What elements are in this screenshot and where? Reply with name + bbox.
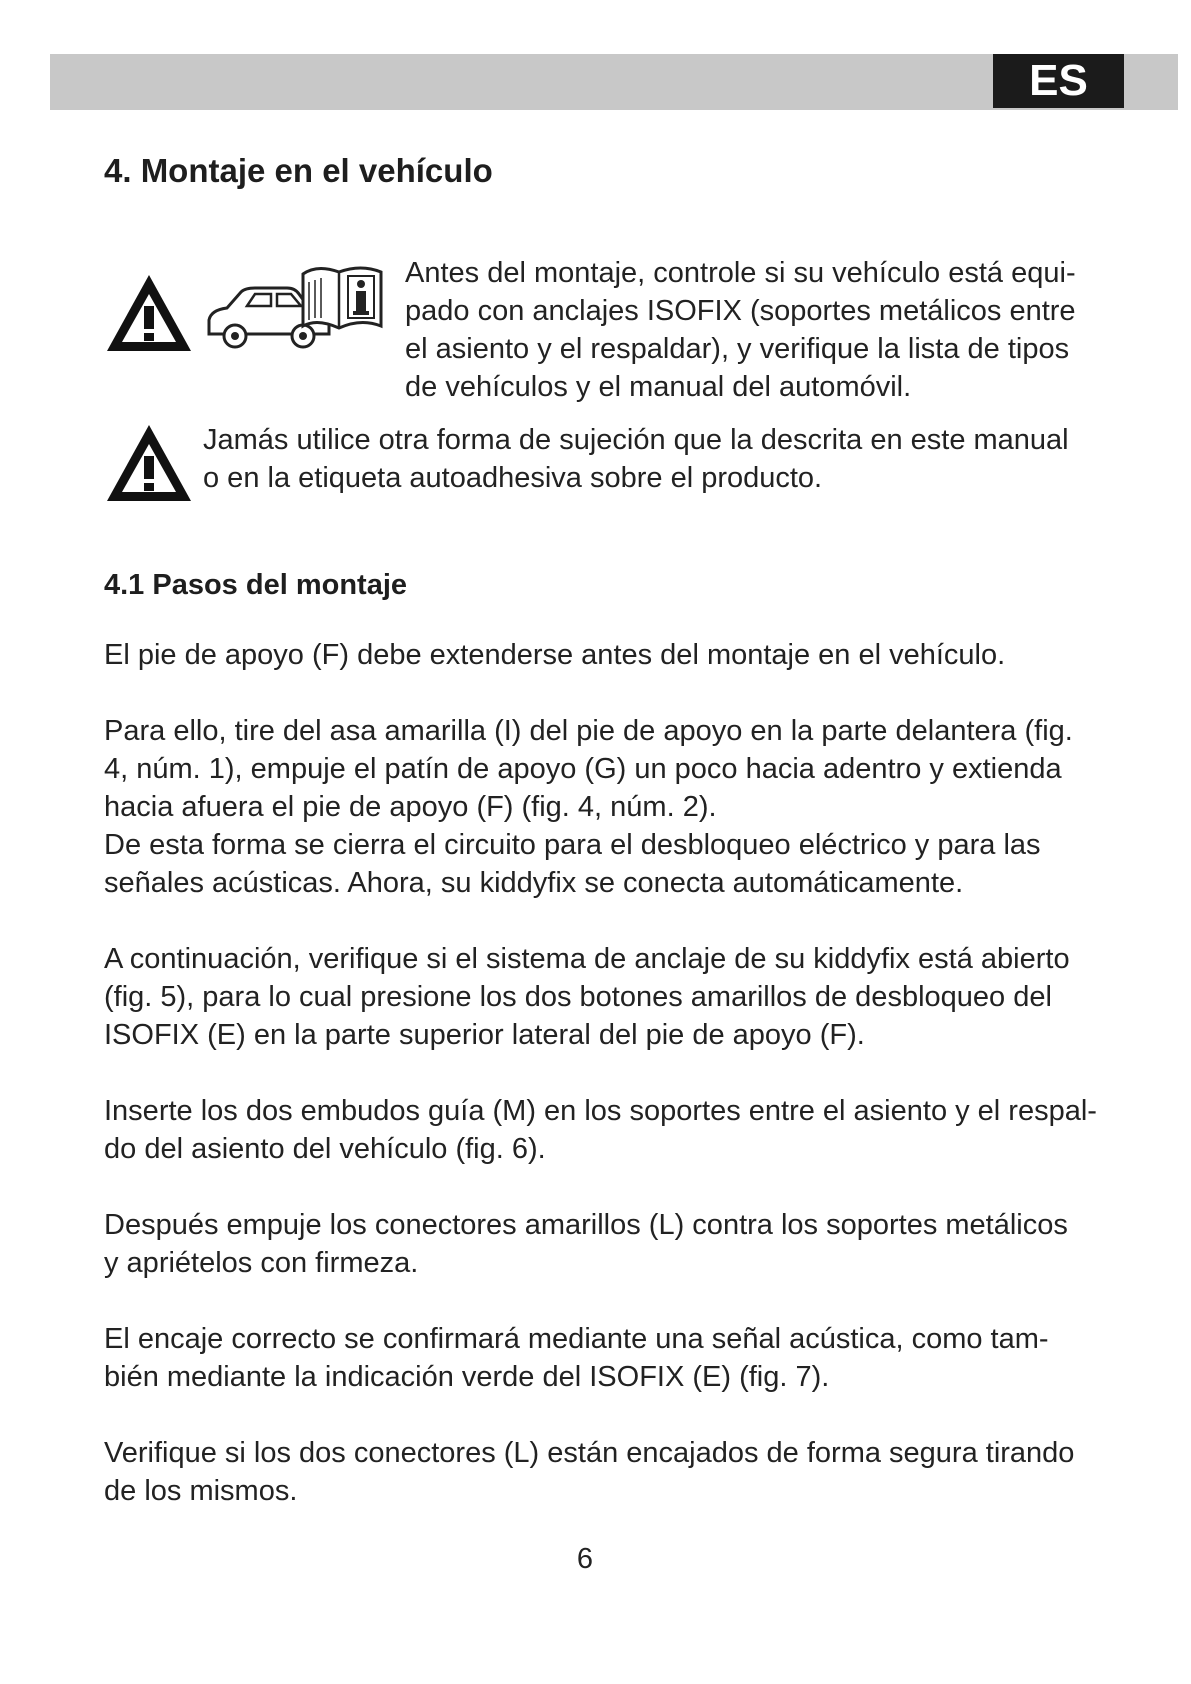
text-line: Inserte los dos embudos guía (M) en los soportes entre el asiento y el respal-: [104, 1095, 1097, 1127]
language-badge: ES: [993, 54, 1124, 108]
paragraph: [104, 1434, 1125, 1510]
warning-text-fastening: [203, 421, 1125, 497]
paragraph: [104, 1092, 1125, 1168]
page-number: 6: [576, 1543, 594, 1575]
text-line: ISOFIX (E) en la parte superior lateral del pie de apoyo (F).: [104, 1019, 865, 1051]
text-line: de los mismos.: [104, 1475, 298, 1507]
text-line: pado con anclajes ISOFIX (soportes metálicos entre: [405, 295, 1076, 327]
paragraph: [104, 712, 1125, 902]
paragraph: [104, 1320, 1125, 1396]
text-line: (fig. 5), para lo cual presione los dos botones amarillos de desbloqueo del: [104, 981, 1052, 1013]
warning-triangle-icon: [104, 422, 194, 504]
text-line: Para ello, tire del asa amarilla (I) del pie de apoyo en la parte delantera (fig.: [104, 715, 1073, 747]
text-line: 4, núm. 1), empuje el patín de apoyo (G) un poco hacia adentro y extienda: [104, 753, 1062, 785]
car-manual-icon: [205, 262, 387, 362]
paragraph: [104, 636, 1125, 674]
text-line: Verifique si los dos conectores (L) están encajados de forma segura tirando: [104, 1437, 1075, 1469]
text-line: De esta forma se cierra el circuito para el desbloqueo eléctrico y para las: [104, 829, 1041, 861]
text-line: bién mediante la indicación verde del ISOFIX (E) (fig. 7).: [104, 1361, 830, 1393]
warning-triangle-icon: [104, 272, 194, 354]
text-line: Jamás utilice otra forma de sujeción que la descrita en este manual: [203, 424, 1069, 456]
text-line: do del asiento del vehículo (fig. 6).: [104, 1133, 546, 1165]
warning-text-isofix: [405, 254, 1125, 406]
section-title: 4. Montaje en el vehículo: [104, 152, 493, 189]
text-line: El pie de apoyo (F) debe extenderse antes del montaje en el vehículo.: [104, 639, 1006, 671]
text-line: Después empuje los conectores amarillos (L) contra los soportes metálicos: [104, 1209, 1068, 1241]
paragraph: [104, 1206, 1125, 1282]
text-line: hacia afuera el pie de apoyo (F) (fig. 4, núm. 2).: [104, 791, 717, 823]
text-line: Antes del montaje, controle si su vehículo está equi-: [405, 257, 1076, 289]
text-line: y apriételos con firmeza.: [104, 1247, 419, 1279]
subsection-title: 4.1 Pasos del montaje: [104, 569, 408, 601]
text-line: El encaje correcto se confirmará mediante una señal acústica, como tam-: [104, 1323, 1049, 1355]
text-line: o en la etiqueta autoadhesiva sobre el producto.: [203, 462, 823, 494]
text-line: A continuación, verifique si el sistema de anclaje de su kiddyfix está abierto: [104, 943, 1070, 975]
text-line: de vehículos y el manual del automóvil.: [405, 371, 912, 403]
text-line: señales acústicas. Ahora, su kiddyfix se conecta automáticamente.: [104, 867, 964, 899]
paragraph: [104, 940, 1125, 1054]
text-line: el asiento y el respaldar), y verifique la lista de tipos: [405, 333, 1070, 365]
